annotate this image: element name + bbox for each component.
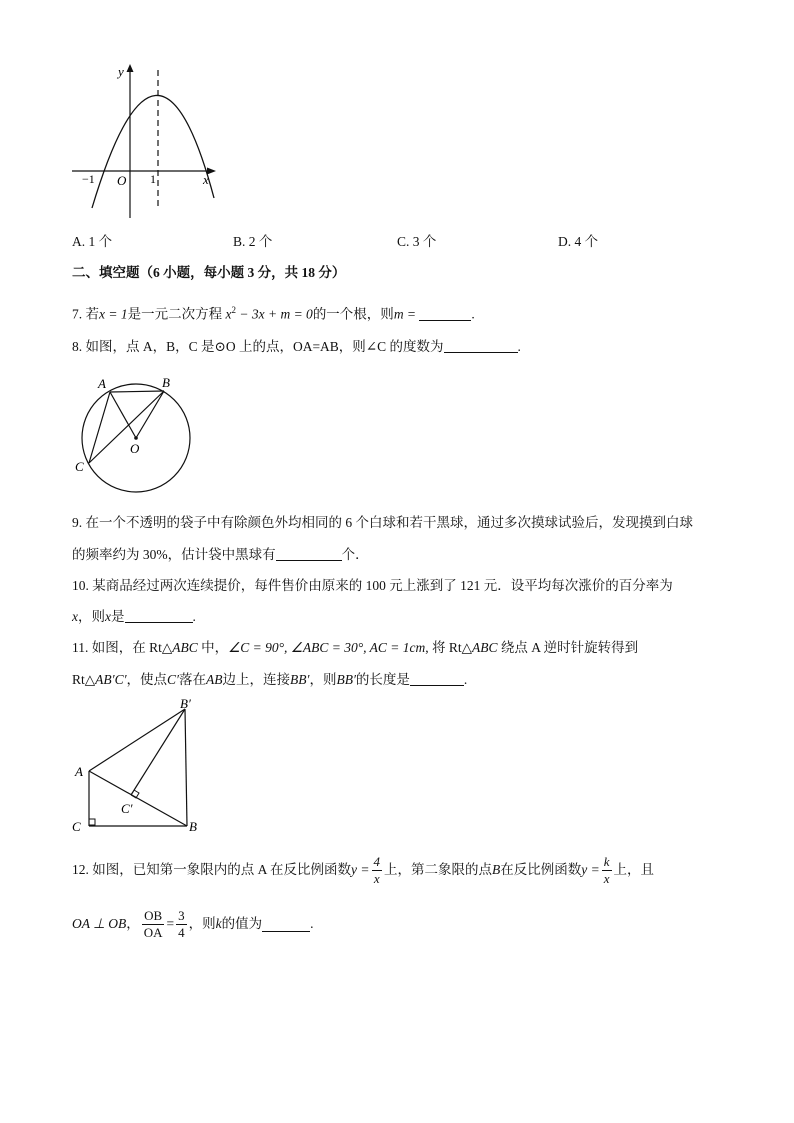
answer-blank-7[interactable] — [419, 307, 471, 321]
parabola-curve — [92, 95, 214, 208]
question-10-line-2: x，则x是 . — [72, 609, 196, 624]
y-axis-arrow — [127, 64, 134, 72]
fraction-4-over-x: $\frac{4}{x}$ — [373, 854, 380, 887]
label-b-prime: B′ — [180, 696, 191, 711]
label-c: C — [75, 459, 84, 474]
one-label: 1 — [150, 172, 156, 186]
label-o: O — [130, 441, 140, 456]
segment-ab-prime — [89, 709, 185, 771]
question-8: 8. 如图，点 A，B，C 是⊙O 上的点，OA=AB，则∠C 的度数为 . — [72, 339, 521, 354]
question-7: 7. 若x = 1是一元二次方程 $x^2 - 3x + m = 0$的一个根，则m = . — [72, 305, 475, 322]
answer-blank-8[interactable] — [444, 339, 518, 353]
segment-ab — [110, 391, 164, 392]
question-11-line-1: 11. 如图，在 Rt△ABC 中，∠C = 90°, ∠ABC = 30°, AC = 1cm, 将 Rt△ABC 绕点 A 逆时针旋转得到 — [72, 640, 639, 655]
question-11-line-2: Rt△AB′C′，使点C′落在AB边上，连接BB′，则BB′的长度是 . — [72, 672, 468, 687]
question-12-line-2: OA ⊥ OB， $\frac{OB}{OA}$ = $\frac{3}{4}$ ，则k的值为 . — [72, 908, 314, 941]
question-9-line-1: 9. 在一个不透明的袋子中有除颜色外均相同的 6 个白球和若干黑球，通过多次摸球试验后，发现摸到白球 — [72, 515, 693, 530]
x-label: x — [203, 172, 209, 187]
segment-b-prime-c-prime — [131, 709, 185, 795]
answer-blank-9[interactable] — [276, 547, 342, 561]
answer-blank-12[interactable] — [262, 918, 310, 932]
neg-one-label: −1 — [82, 172, 95, 186]
y-label: y — [118, 64, 124, 79]
question-9-line-2: 的频率约为 30%，估计袋中黑球有 个． — [72, 547, 369, 562]
label-b: B — [162, 375, 170, 390]
label-c: C — [72, 819, 81, 834]
label-a: A — [75, 764, 83, 779]
answer-blank-11[interactable] — [410, 672, 464, 686]
right-angle-c — [89, 819, 95, 825]
section-heading: 二、填空题（6 小题，每小题 3 分，共 18 分） — [72, 265, 346, 280]
triangle-figure — [68, 696, 218, 838]
question-12-line-1: 12. 如图，已知第一象限内的点 A 在反比例函数y = $\frac{4}{x}$ 上，第二象限的点B在反比例函数y = $\frac{k}{x}$ 上，且 — [72, 854, 655, 887]
parabola-figure — [66, 60, 226, 225]
center-point — [134, 436, 138, 440]
option-a[interactable]: A. 1 个 — [72, 234, 113, 249]
segment-bb-prime — [185, 709, 187, 826]
label-a: A — [98, 376, 106, 391]
option-d[interactable]: D. 4 个 — [558, 234, 599, 249]
origin-label: O — [117, 173, 127, 188]
fraction-3-over-4: $\frac{3}{4}$ — [178, 908, 185, 941]
label-b: B — [189, 819, 197, 834]
answer-blank-10[interactable] — [125, 609, 193, 623]
label-c-prime: C′ — [121, 801, 133, 816]
option-b[interactable]: B. 2 个 — [233, 234, 273, 249]
fraction-ob-over-oa: $\frac{OB}{OA}$ — [143, 908, 163, 941]
circle-figure — [70, 372, 198, 498]
segment-ab — [89, 771, 187, 826]
fraction-k-over-x: $\frac{k}{x}$ — [603, 854, 610, 887]
question-10-line-1: 10. 某商品经过两次连续提价，每件售价由原来的 100 元上涨到了 121 元．设平均每次涨价的百分率为 — [72, 578, 673, 593]
option-c[interactable]: C. 3 个 — [397, 234, 437, 249]
